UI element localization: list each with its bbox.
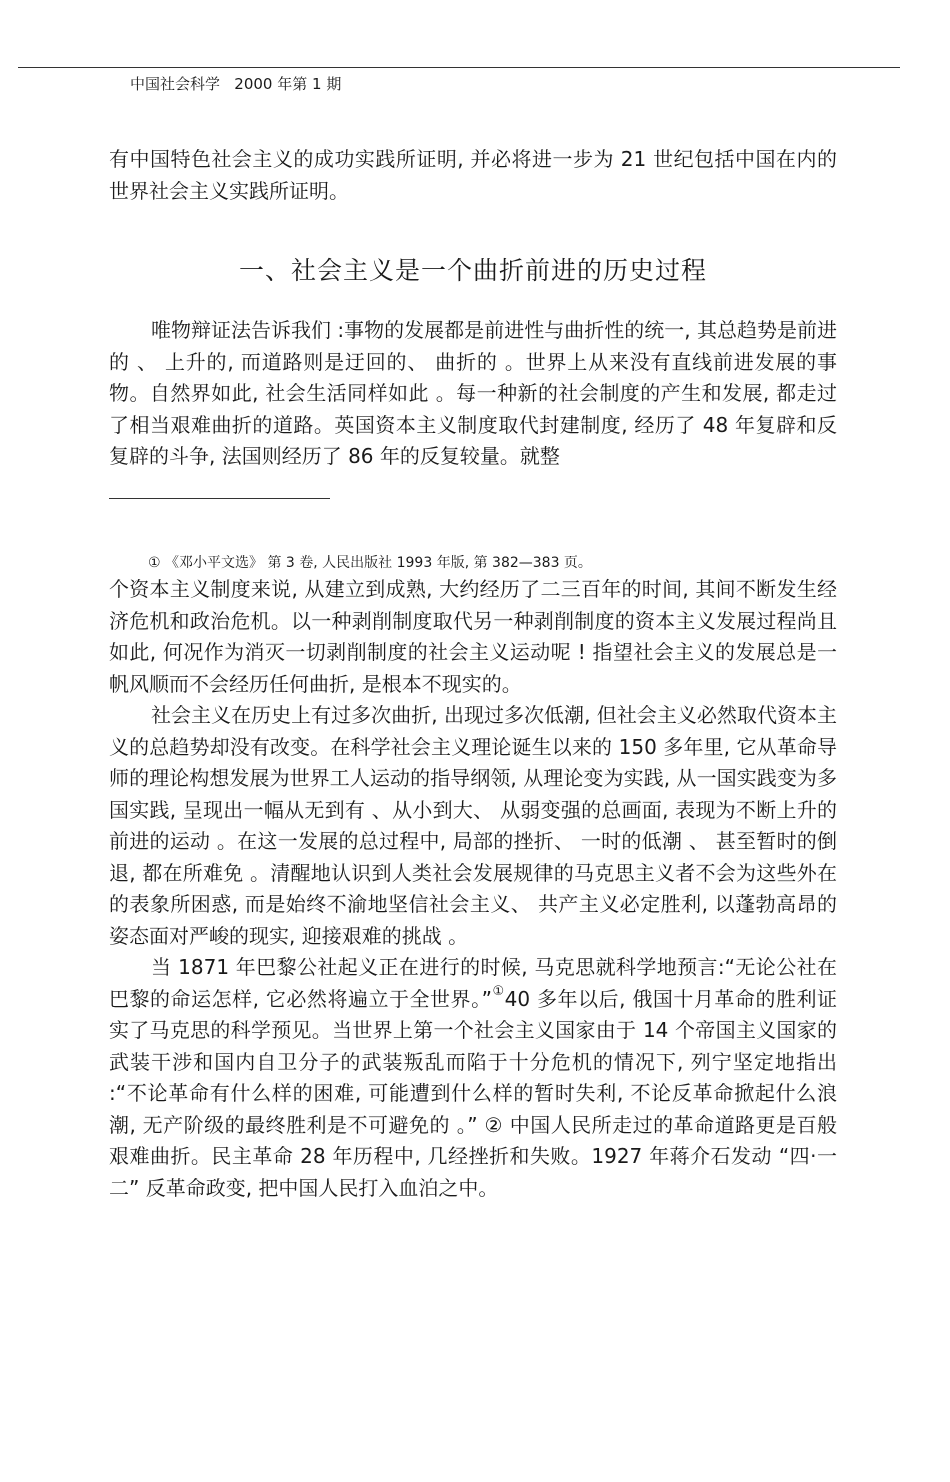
intro-paragraph-block — [109, 144, 837, 207]
header-rule — [18, 67, 900, 68]
paragraph-1: 唯物辩证法告诉我们 :事物的发展都是前进性与曲折性的统一, 其总趋势是前进的 、 上升的, 而道路则是迂回的、 曲折的 。世界上从来没有直线前进发展的事物。自然界如此, 社会生活同样如此 。每一种新的社会制度的产生和发展, 都走过了相当艰难曲折的道路。英国资本主义制度取代封建制度, 经历了 48 年复辟和反复辟的斗争, 法国则经历了 86 年的反复较量。就整 — [109, 318, 837, 468]
paragraph-2: 社会主义在历史上有过多次曲折, 出现过多次低潮, 但社会主义必然取代资本主义的总趋势却没有改变。在科学社会主义理论诞生以来的 150 多年里, 它从革命导师的理论构想发展为世界工人运动的指导纲领, 从理论变为实践, 从一国实践变为多国实践, 呈现出一幅从无到有 、从小到大、 从弱变强的总画面, 表现为不断上升的前进的运动 。在这一发展的总过程中, 局部的挫折、 一时的低潮 、 甚至暂时的倒退, 都在所难免 。清醒地认识到人类社会发展规律的马克思主义者不会为这些外在的表象所困惑, 而是始终不渝地坚信社会主义、 共产主义必定胜利, 以蓬勃高昂的姿态面对严峻的现实, 迎接艰难的挑战 。 — [109, 703, 837, 948]
paragraph-3-part-2: 40 多年以后, 俄国十月革命的胜利证实了马克思的科学预见。当世界上第一个社会主义国家由于 14 个帝国主义国家的武装干涉和国内自卫分子的武装叛乱而陷于十分危机的情况下, 列宁坚定地指出 :“不论革命有什么样的困难, 可能遭到什么样的暂时失利, 不论反革命掀起什么浪潮, 无产阶级的最终胜利是不可避免的 。” ② 中国人民所走过的革命道路更是百般艰难曲折。民主革命 28 年历程中, 几经挫折和失败。1927 年蒋介石发动 “四·一二” 反革命政变, 把中国人民打入血泊之中。 — [109, 986, 837, 1200]
paragraph-3-part-1: 当 1871 年巴黎公社起义正在进行的时候, 马克思就科学地预言:“无论公社在巴黎的命运怎样, 它必然将遍立于全世界。” — [109, 955, 837, 1011]
footnote-ref-1: ① — [491, 983, 505, 999]
section-title: 一、社会主义是一个曲折前进的历史过程 — [238, 256, 707, 285]
intro-paragraph: 有中国特色社会主义的成功实践所证明, 并必将进一步为 21 世纪包括中国在内的世界社会主义实践所证明。 — [109, 147, 837, 203]
body-continued-block — [109, 574, 837, 1204]
footnote: ① 《邓小平文选》 第 3 卷, 人民出版社 1993 年版, 第 382—383 页。 — [148, 555, 592, 571]
paragraph-1-block — [109, 315, 837, 473]
footnote-rule — [109, 498, 330, 499]
paragraph-1-continued: 个资本主义制度来说, 从建立到成熟, 大约经历了二三百年的时间, 其间不断发生经济危机和政治危机。以一种剥削制度取代另一种剥削制度的资本主义发展过程尚且如此, 何况作为消灭一切剥削制度的社会主义运动呢 ! 指望社会主义的发展总是一帆风顺而不会经历任何曲折, 是根本不现实的。 — [109, 577, 837, 696]
paragraph-3 — [109, 952, 837, 1204]
running-header: 中国社会科学 2000 年第 1 期 — [130, 75, 342, 93]
